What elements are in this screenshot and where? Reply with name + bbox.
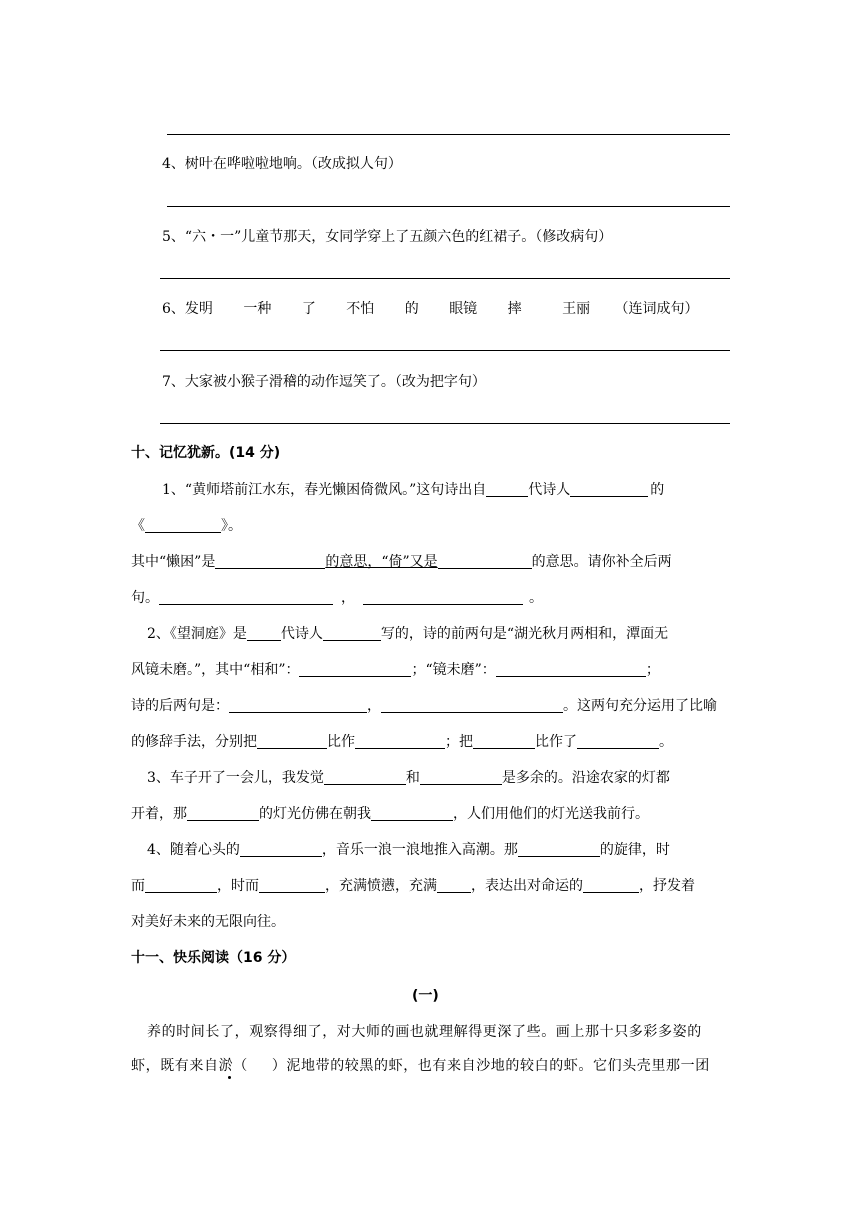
blank: [486, 480, 528, 497]
question-10-2-line4: 的修辞手法，分别把 比作 ；把 比作了 。: [131, 734, 673, 750]
passage-paragraph-line2: 虾，既有来自淤（ ）泥地带的较黑的虾，也有来自沙地的较白的虾。它们头壳里那一团: [131, 1058, 710, 1074]
passage-paragraph: 养的时间长了，观察得细了，对大师的画也就理解得更深了些。画上那十只多彩多姿的: [147, 1024, 702, 1040]
blank: [363, 588, 523, 605]
word: 了: [301, 301, 316, 317]
question-10-3-line2: 开着，那 的灯光仿佛在朝我 ，人们用他们的灯光送我前行。: [131, 806, 649, 822]
word: 不怕: [346, 301, 375, 317]
question-9-5: 5、“六・一”儿童节那天，女同学穿上了五颜六色的红裙子。（修改病句）: [162, 229, 613, 245]
blank: [437, 876, 471, 893]
blank: [229, 696, 367, 713]
passage-number: (一): [412, 988, 439, 1004]
question-10-4-line3: 对美好未来的无限向往。: [131, 914, 285, 930]
emphasis-dot: [228, 1076, 231, 1079]
question-10-2-line1: 2、《望洞庭》是 代诗人 写的，诗的前两句是“湖光秋月两相和，潭面无: [147, 626, 669, 642]
word: 眼镜: [449, 301, 478, 317]
blank: [570, 480, 648, 497]
blank: [420, 768, 502, 785]
word: （连词成句）: [614, 301, 699, 317]
question-9-7: 7、大家被小猴子滑稽的动作逗笑了。（改为把字句）: [162, 374, 486, 390]
blank: [159, 588, 333, 605]
question-10-4-line2: 而 ，时而 ，充满愤懑，充满 ，表达出对命运的 ，抒发着: [131, 878, 695, 894]
blank: [145, 876, 217, 893]
blank: [257, 732, 327, 749]
word: 一种: [243, 301, 272, 317]
blank: [438, 552, 532, 569]
question-10-1-line4: 句。 ， 。: [131, 590, 543, 606]
blank: [215, 552, 325, 569]
blank: [323, 624, 381, 641]
question-10-4-line1: 4、随着心头的 ，音乐一浪一浪地推入高潮。那 的旋律，时: [147, 842, 670, 858]
question-10-2-line2: 风镜未磨。”，其中“相和”： ；“镜未磨”： ；: [131, 662, 660, 678]
blank: [259, 876, 325, 893]
answer-line: [160, 278, 730, 279]
blank: [324, 768, 406, 785]
blank: [355, 732, 445, 749]
question-9-6: [162, 299, 699, 319]
blank: [518, 840, 600, 857]
question-10-1-line3: 其中“懒困”是 的意思，“倚”又是 的意思。请你补全后两: [131, 554, 672, 570]
blank: [496, 660, 646, 677]
question-10-1-line2: 《 》。: [131, 518, 242, 534]
blank: [299, 660, 411, 677]
blank: [577, 732, 659, 749]
blank: [240, 840, 322, 857]
blank: [247, 624, 281, 641]
answer-line: [167, 134, 730, 135]
section-heading-10: 十、记忆犹新。(14 分): [131, 445, 281, 461]
question-10-2-line3: 诗的后两句是： ， 。这两句充分运用了比喻: [131, 698, 717, 714]
word: 的: [404, 301, 419, 317]
answer-line: [160, 423, 730, 424]
blank: [187, 804, 259, 821]
blank: [381, 696, 563, 713]
question-9-4: 4、树叶在哗啦啦地响。（改成拟人句）: [162, 156, 402, 172]
answer-line: [167, 206, 730, 207]
answer-line: [160, 350, 730, 351]
question-10-3-line1: 3、车子开了一会儿，我发觉 和 是多余的。沿途农家的灯都: [147, 770, 670, 786]
blank: [583, 876, 639, 893]
section-heading-11: 十一、快乐阅读（16 分）: [131, 950, 296, 966]
word: 摔: [507, 301, 522, 317]
word: 王丽: [562, 301, 591, 317]
question-10-1-line1: 1、“黄师塔前江水东，春光懒困倚微风。”这句诗出自 代诗人 的: [162, 482, 665, 498]
blank: [473, 732, 535, 749]
blank: [371, 804, 453, 821]
word: 6、发明: [162, 301, 213, 317]
blank: [145, 516, 221, 533]
